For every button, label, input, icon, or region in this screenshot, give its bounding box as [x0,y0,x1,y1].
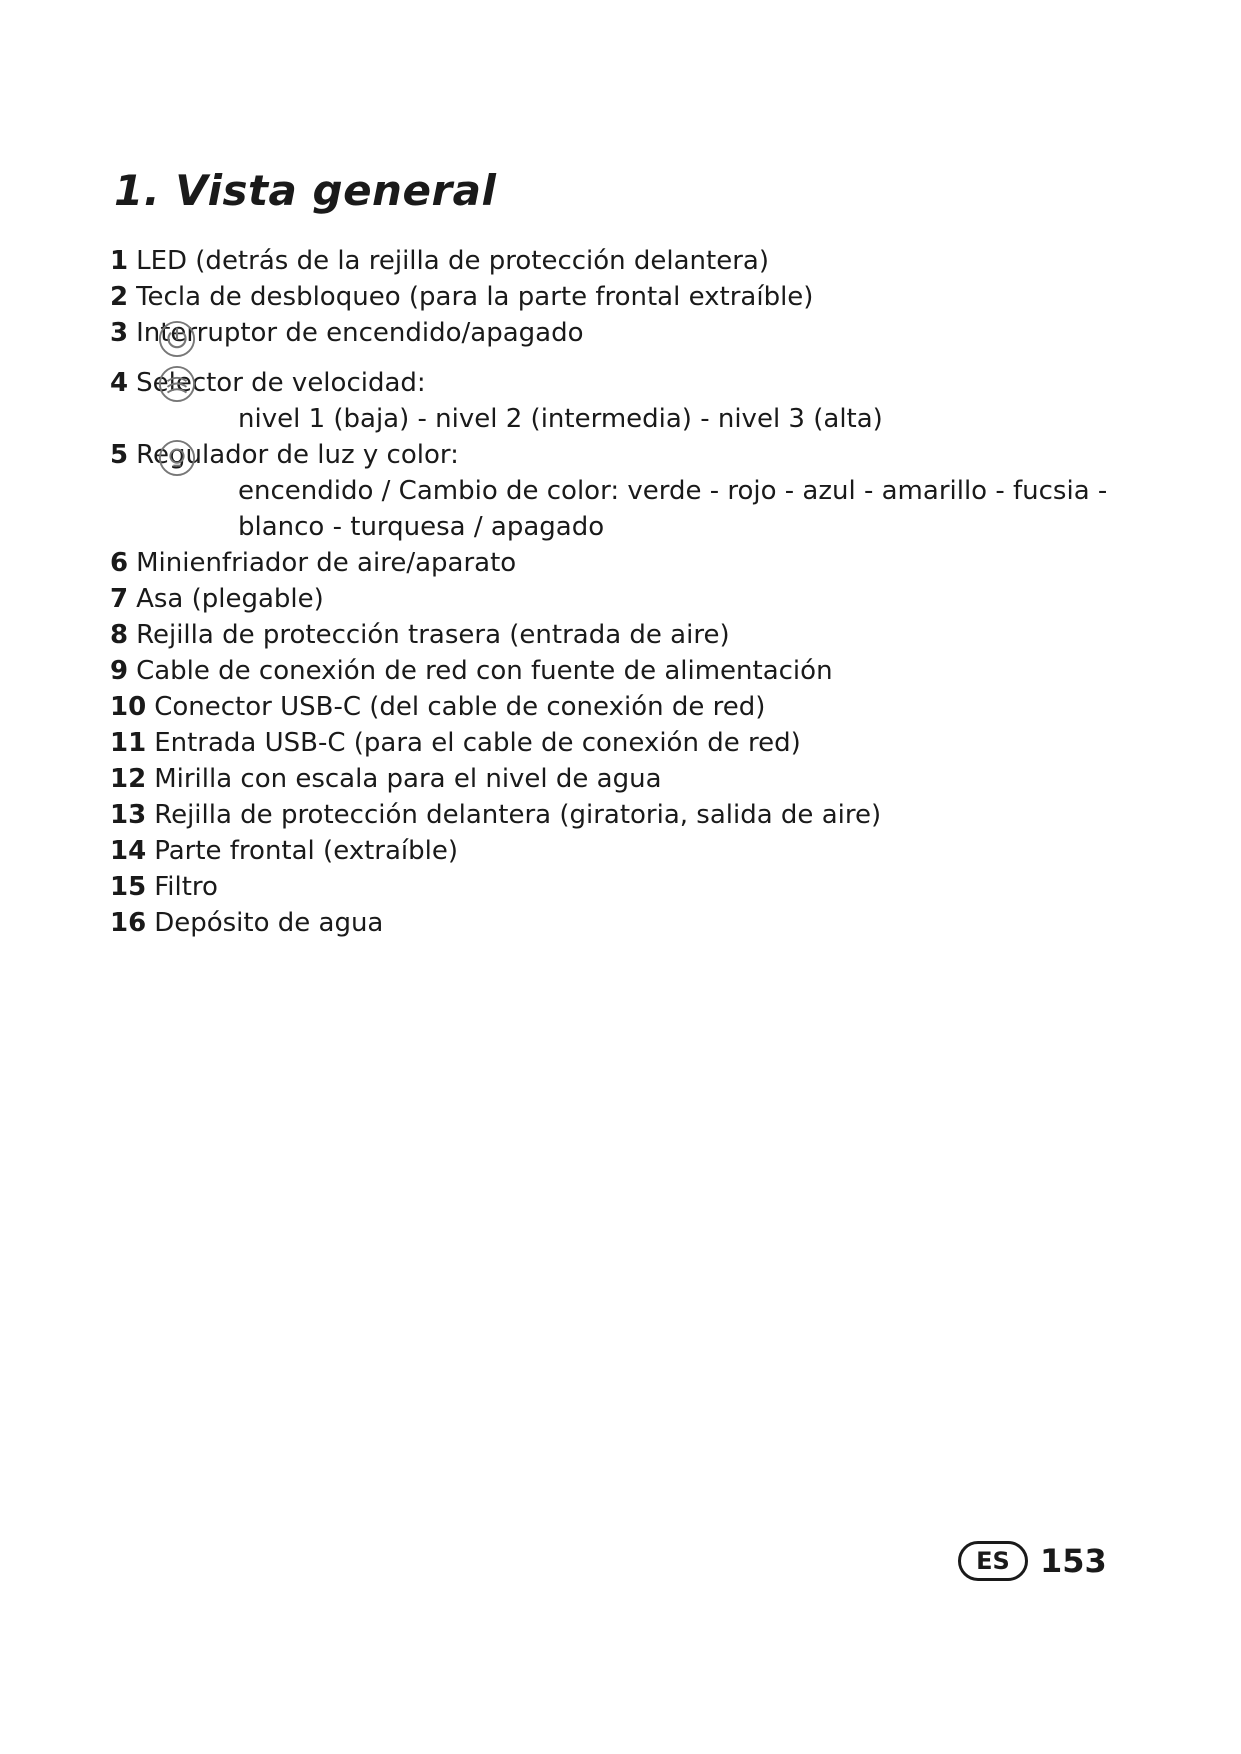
list-item [110,315,1110,351]
item-number: 15 [110,872,147,902]
speed-icon [158,365,196,403]
item-number: 12 [110,764,147,794]
page-title: 1. Vista general [114,166,497,215]
power-icon [158,320,196,358]
list-item [110,365,1110,437]
item-text: Asa (plegable) [136,584,324,614]
list-item [110,725,1110,761]
item-text: Depósito de agua [154,908,384,938]
item-number: 5 [110,440,129,470]
list-item [110,617,1110,653]
list-item [110,243,1110,279]
item-number: 2 [110,282,129,312]
item-number: 7 [110,584,129,614]
item-text: Selector de velocidad: [136,368,426,398]
item-number: 16 [110,908,147,938]
item-text: Tecla de desbloqueo (para la parte frontal extraíble) [136,282,814,312]
item-text: Regulador de luz y color: [136,440,459,470]
list-item [110,581,1110,617]
item-text: Minienfriador de aire/aparato [136,548,517,578]
list-item [110,689,1110,725]
item-text: Mirilla con escala para el nivel de agua [154,764,662,794]
parts-list [110,243,1110,941]
list-item [110,833,1110,869]
list-item [110,869,1110,905]
item-text: Rejilla de protección trasera (entrada de aire) [136,620,730,650]
item-text: Cable de conexión de red con fuente de alimentación [136,656,833,686]
item-number: 10 [110,692,147,722]
list-item [110,653,1110,689]
item-subtext: nivel 1 (baja) - nivel 2 (intermedia) - nivel 3 (alta) [238,404,883,434]
item-number: 3 [110,318,129,348]
item-number: 9 [110,656,129,686]
language-badge: ES [958,1541,1028,1581]
item-number: 4 [110,368,129,398]
list-item [110,545,1110,581]
page-number: 153 [1040,1542,1107,1580]
item-text: Rejilla de protección delantera (giratoria, salida de aire) [154,800,882,830]
item-text: Conector USB-C (del cable de conexión de red) [154,692,766,722]
item-number: 13 [110,800,147,830]
item-text: Filtro [154,872,218,902]
item-subtext: blanco - turquesa / apagado [238,512,605,542]
list-item [110,437,1110,545]
item-text: LED (detrás de la rejilla de protección delantera) [136,246,769,276]
item-number: 14 [110,836,147,866]
item-text: Parte frontal (extraíble) [154,836,459,866]
list-item [110,797,1110,833]
item-subtext: encendido / Cambio de color: verde - rojo - azul - amarillo - fucsia - [238,476,1108,506]
item-number: 1 [110,246,129,276]
list-item [110,279,1110,315]
list-item [110,905,1110,941]
light-color-icon [158,439,196,477]
item-number: 11 [110,728,147,758]
item-number: 8 [110,620,129,650]
item-text: Interruptor de encendido/apagado [136,318,584,348]
item-number: 6 [110,548,129,578]
list-item [110,761,1110,797]
page-footer [958,1537,1107,1585]
item-text: Entrada USB-C (para el cable de conexión de red) [154,728,801,758]
